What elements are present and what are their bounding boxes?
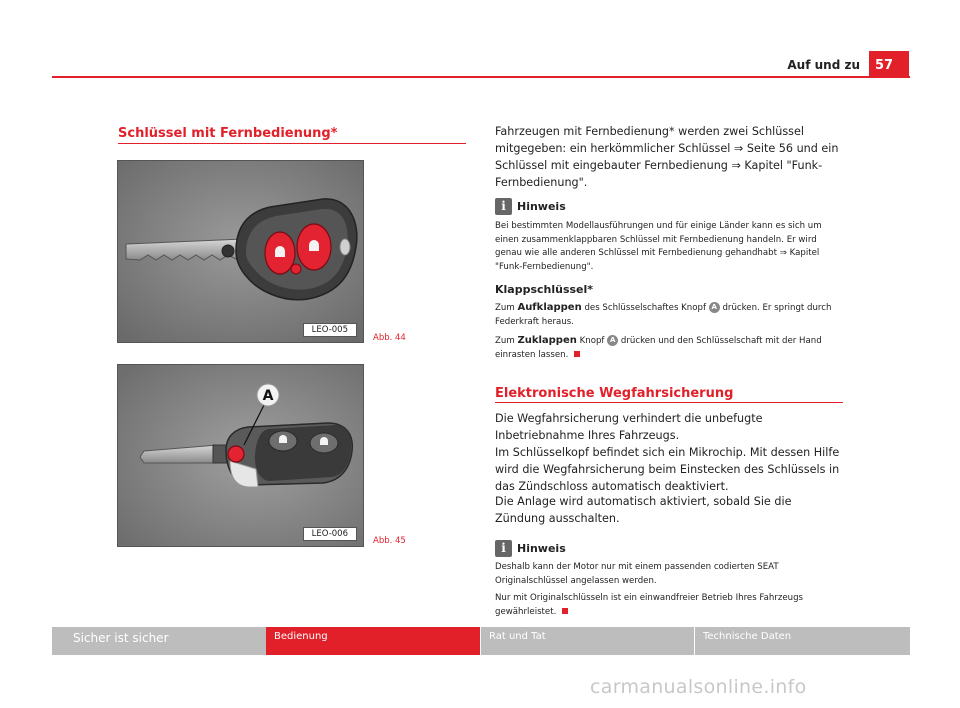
- footer-tab-safety[interactable]: Sicher ist sicher: [52, 627, 266, 655]
- section-end-mark: [574, 351, 580, 357]
- fold-paragraph-1: Zum Aufklappen des Schlüsselschaftes Knopf A drücken. Er springt durch Federkraft heraus.: [495, 302, 832, 327]
- note-title: Hinweis: [517, 200, 566, 213]
- button-a-marker: A: [607, 335, 618, 346]
- callout-a: A: [262, 388, 274, 404]
- footer-tab-tips[interactable]: Rat und Tat: [480, 627, 694, 655]
- page-number: 57: [869, 51, 909, 78]
- figure-remote-key: [117, 160, 364, 343]
- info-icon: i: [495, 198, 512, 215]
- intro-paragraph: Fahrzeugen mit Fernbedienung* werden zwei Schlüssel mitgegeben: ein herkömmlicher Schlüssel ⇒ Seite 56 und ein Schlüssel mit eingebauter Fernbedienung ⇒ Kapitel "Funk-Fernbedienung".: [495, 125, 839, 189]
- note-text-2: Nur mit Originalschlüsseln ist ein einwandfreier Betrieb Ihres Fahrzeugs gewährleistet.: [495, 593, 803, 617]
- section-title-immobilizer: Elektronische Wegfahrsicherung: [495, 386, 734, 401]
- immobilizer-paragraph-3: Die Anlage wird automatisch aktiviert, sobald Sie die Zündung ausschalten.: [495, 495, 792, 525]
- immobilizer-paragraph-2: Im Schlüsselkopf befindet sich ein Mikrochip. Mit dessen Hilfe wird die Wegfahrsicherung beim Einstecken des Schlüssels in das Zündschloss automatisch deaktiviert.: [495, 446, 840, 493]
- footer-tab-technical-data[interactable]: Technische Daten: [694, 627, 910, 655]
- figure-folding-key: [117, 364, 364, 547]
- header-rule: [52, 76, 910, 78]
- figure-caption: Abb. 44: [373, 333, 406, 343]
- term-unfold: Aufklappen: [517, 302, 582, 313]
- running-header-title: Auf und zu: [787, 58, 860, 72]
- folding-key-illustration: [118, 365, 364, 547]
- button-a-marker: A: [709, 302, 720, 313]
- note-heading: [495, 198, 566, 215]
- section-rule-left: [118, 143, 466, 144]
- note-text: Bei bestimmten Modellausführungen und für einige Länder kann es sich um einen zusammenklappbaren Schlüssel mit Fernbedienung handeln. Er wird genau wie alle anderen Schlüssel mit Fernbedienung gehandhabt ⇒ Kapitel "Funk-Fernbedienung".: [495, 221, 822, 272]
- section-rule-right: [495, 402, 843, 403]
- fold-paragraph-2: Zum Zuklappen Knopf A drücken und den Schlüsselschaft mit der Hand einrasten lassen.: [495, 335, 822, 360]
- section-end-mark: [562, 608, 568, 614]
- section-title-remote-key: Schlüssel mit Fernbedienung*: [118, 126, 338, 141]
- term-fold: Zuklappen: [517, 335, 577, 346]
- immobilizer-paragraph-1: Die Wegfahrsicherung verhindert die unbefugte Inbetriebnahme Ihres Fahrzeugs.: [495, 412, 763, 442]
- figure-code: LEO-006: [303, 527, 357, 541]
- note-title: Hinweis: [517, 542, 566, 555]
- remote-key-illustration: [118, 161, 364, 343]
- watermark: carmanualsonline.info: [590, 676, 807, 698]
- figure-caption: Abb. 45: [373, 536, 406, 546]
- footer-tab-operation[interactable]: Bedienung: [266, 627, 480, 655]
- note-heading: [495, 540, 566, 557]
- info-icon: i: [495, 540, 512, 557]
- note-text-1: Deshalb kann der Motor nur mit einem passenden codierten SEAT Originalschlüssel angelassen werden.: [495, 562, 779, 586]
- subheading-folding-key: Klappschlüssel*: [495, 283, 594, 296]
- figure-code: LEO-005: [303, 323, 357, 337]
